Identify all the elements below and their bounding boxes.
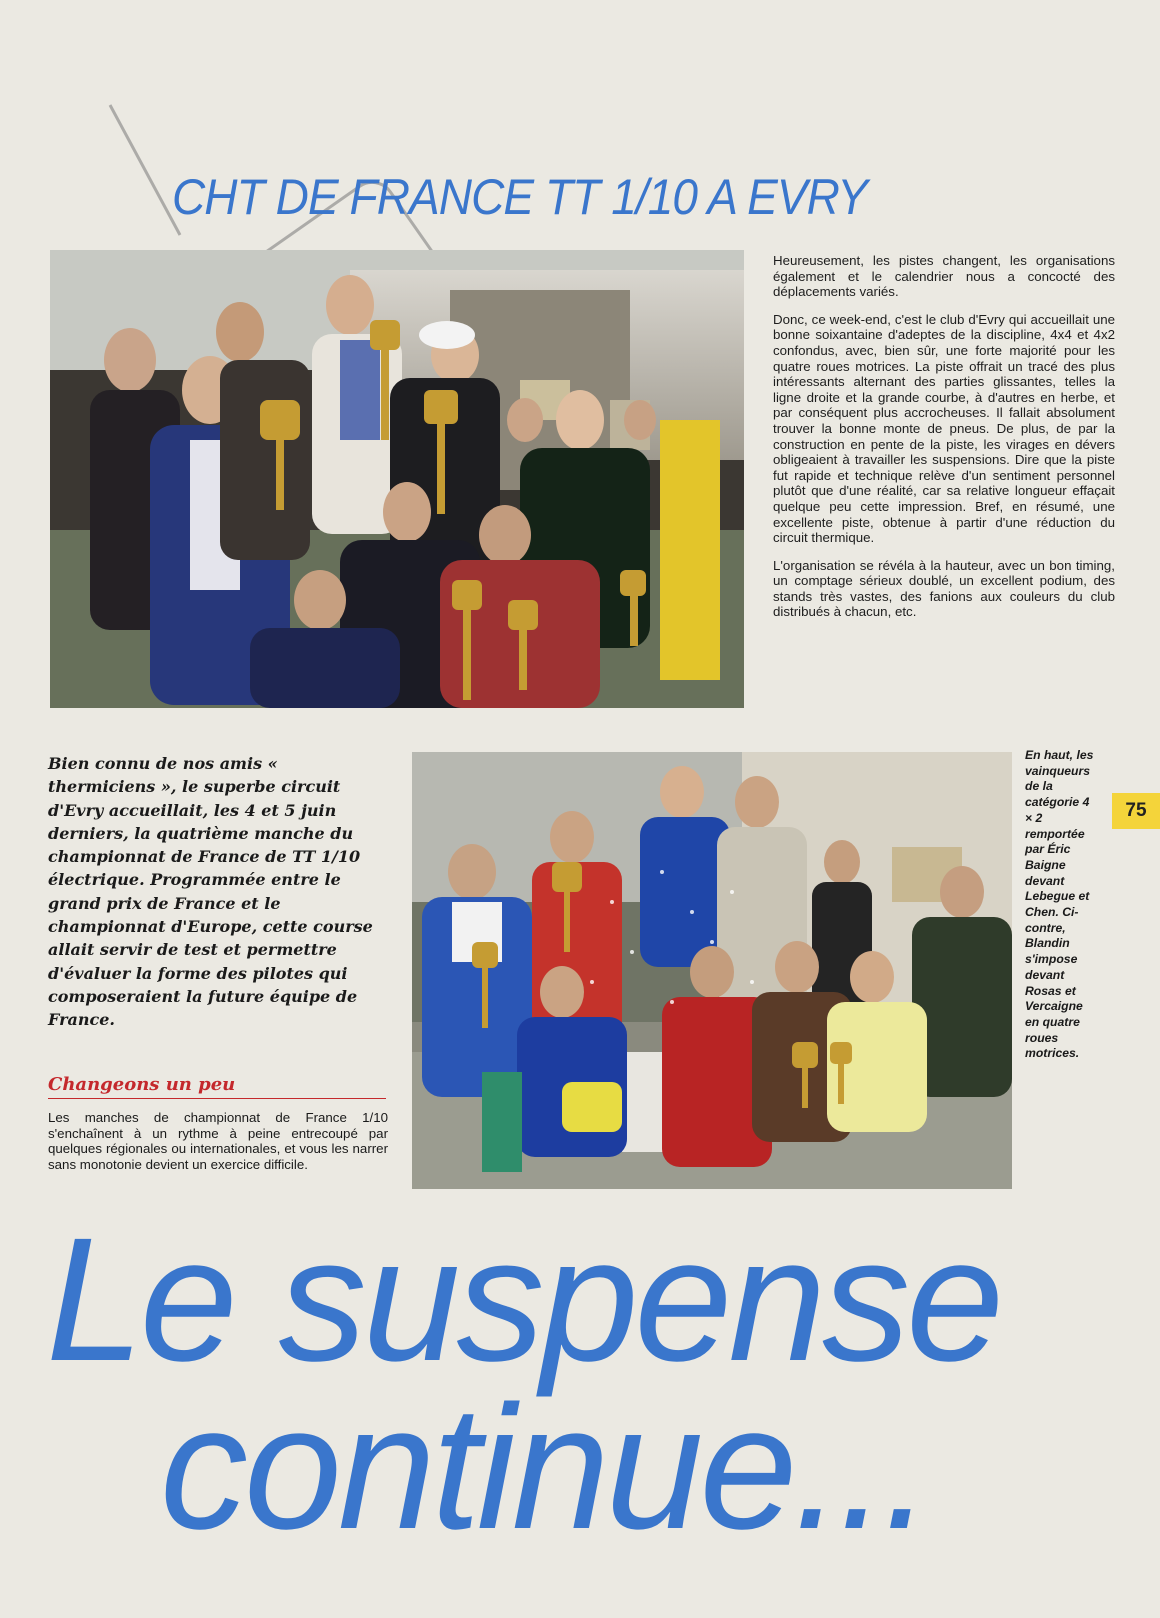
winners-photo-bottom xyxy=(412,752,1012,1189)
headline-line-2: continue... xyxy=(160,1370,929,1566)
article-intro: Bien connu de nos amis « thermiciens », le superbe circuit d'Evry accueillait, les 4 et 5 juin derniers, la quatrième manche du championnat de France de TT 1/10 électrique. Programmée entre le grand prix de France et le championnat d'Europe, cette course allait servir de test et permettre d'évaluer la forme des pilotes qui composeraient la future équipe de France. xyxy=(48,754,373,1030)
article-body-left: Les manches de championnat de France 1/10 s'enchaînent à un rythme à peine entrecoupé par quelques régionales ou internationales, et vous les narrer sans monotonie devient un exercice difficile. xyxy=(48,1110,388,1172)
headline-line-1: Le suspense xyxy=(46,1202,1001,1398)
body-paragraph: Donc, ce week-end, c'est le club d'Evry qui accueillait une bonne soixantaine d'adeptes de la discipline, 4x4 et 4x2 confondus, avec, bien sûr, une forte majorité pour les quatre roues motrices. La piste offrait un tracé des plus intéressants alternant des parties glissantes, telles la ligne droite et la grande courbe, à d'autres en herbe, et par conséquent plus accrocheuses. Il fallait absolument trouver la bonne monte de pneus. De plus, de par la construction en pente de la piste, les virages en dévers obligeaient à travailler les suspensions. Dire que la piste fut rapide et technique relève d'un sentiment personnel plutôt que d'une réalité, car sa relative longueur effaçait quelque peu cette impression. Bref, en résumé, une excellente piste, obtenue à partir d'une réduction du circuit thermique. xyxy=(773,311,1115,546)
page-number: 75 xyxy=(1112,793,1160,829)
winners-photo-top xyxy=(50,250,744,708)
body-paragraph: L'organisation se révéla à la hauteur, avec un bon timing, un comptage sérieux doublé, un excellent podium, des stands très vastes, des fanions aux couleurs du club distribués à chacun, etc. xyxy=(773,557,1115,620)
photo-caption: En haut, les vainqueurs de la catégorie 4 × 2 remportée par Éric Baigne devant Lebegue et Chen. Ci-contre, Blandin s'impose devant Rosas et Vercaigne en quatre roues motrices. xyxy=(1025,748,1094,1061)
body-paragraph: Heureusement, les pistes changent, les organisations également et le calendrier nous a concocté des déplacements variés. xyxy=(773,253,1115,300)
article-kicker: CHT DE FRANCE TT 1/10 A EVRY xyxy=(172,169,868,225)
section-subhead: Changeons un peu xyxy=(48,1074,386,1099)
article-body-right-column xyxy=(773,253,1115,632)
